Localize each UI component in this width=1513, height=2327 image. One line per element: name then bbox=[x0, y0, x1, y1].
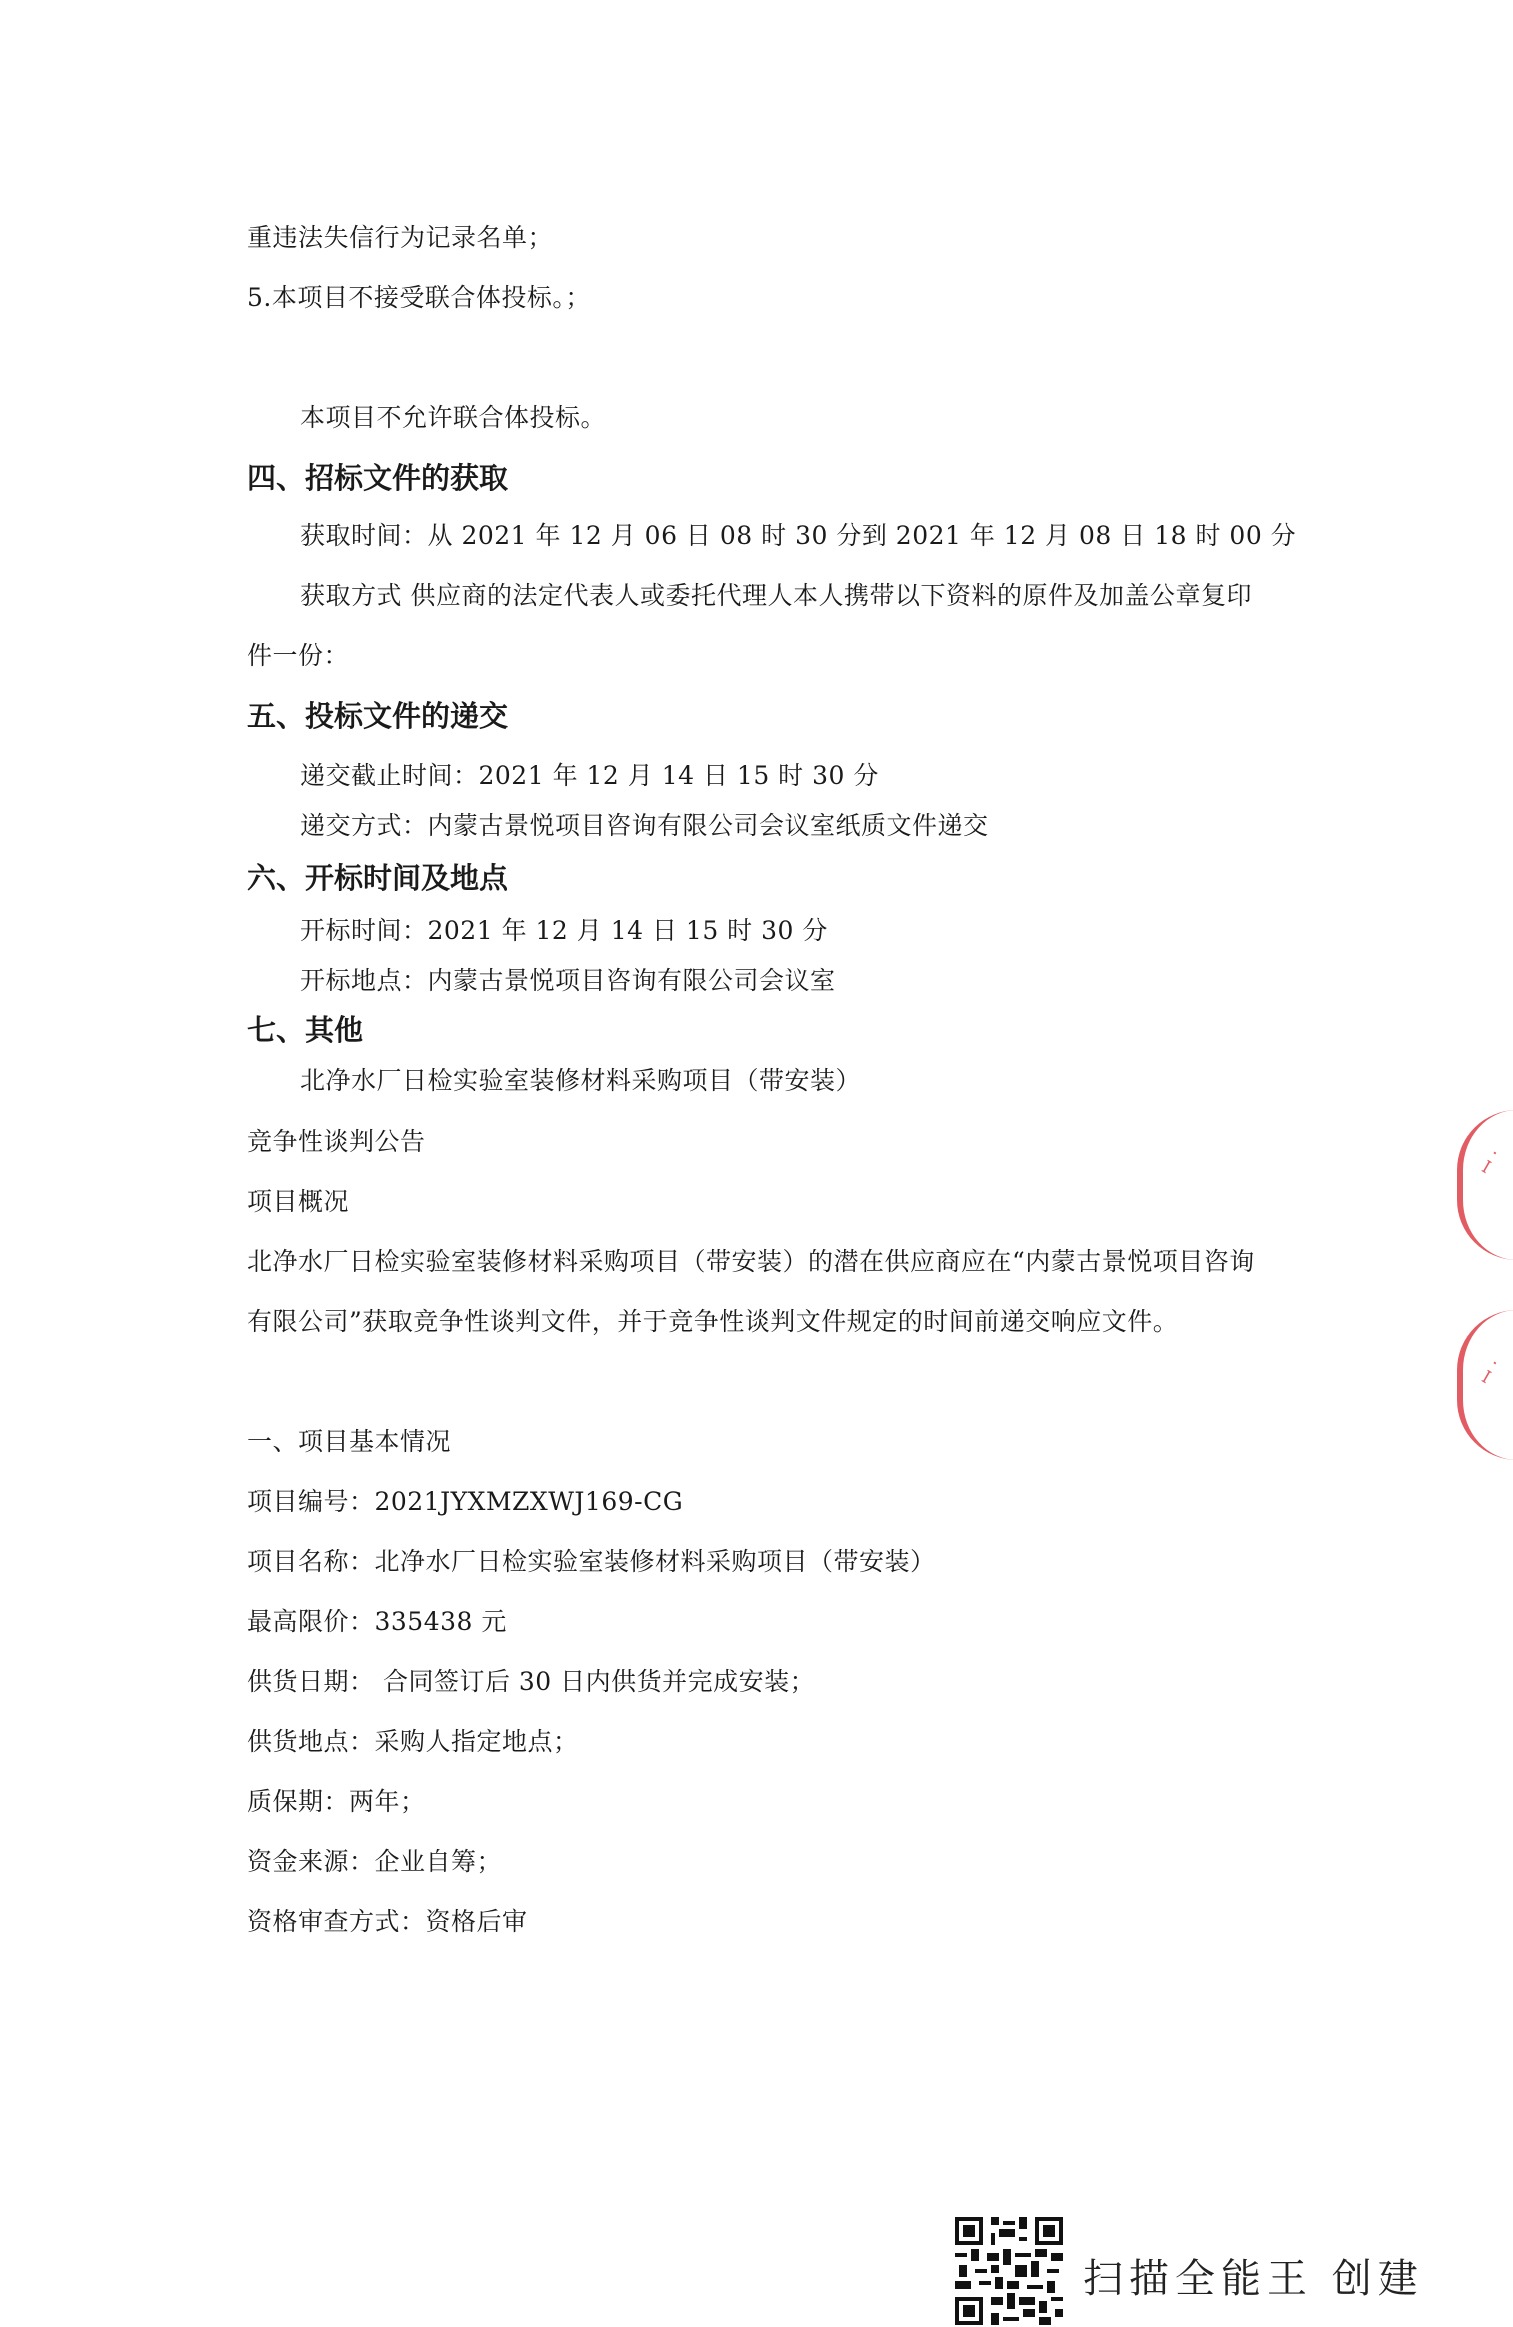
text-line: 件一份： bbox=[247, 641, 350, 670]
qr-code-icon bbox=[955, 2217, 1063, 2325]
text-line: 北净水厂日检实验室装修材料采购项目（带安装） bbox=[300, 1066, 862, 1095]
text-line: 质保期：两年； bbox=[247, 1787, 426, 1816]
text-line: 项目名称：北净水厂日检实验室装修材料采购项目（带安装） bbox=[247, 1547, 936, 1576]
scanner-watermark bbox=[955, 2217, 1424, 2327]
text-line: 递交截止时间：2021 年 12 月 14 日 15 时 30 分 bbox=[300, 761, 879, 790]
text-line: 有限公司”获取竞争性谈判文件，并于竞争性谈判文件规定的时间前递交响应文件。 bbox=[247, 1307, 1179, 1336]
text-line: 供货地点：采购人指定地点； bbox=[247, 1727, 579, 1756]
text-line: 北净水厂日检实验室装修材料采购项目（带安装）的潜在供应商应在“内蒙古景悦项目咨询 bbox=[247, 1247, 1255, 1276]
text-line: 重违法失信行为记录名单； bbox=[247, 223, 554, 252]
text-line: 开标地点：内蒙古景悦项目咨询有限公司会议室 bbox=[300, 966, 836, 995]
section-heading: 七、其他 bbox=[247, 1013, 364, 1047]
text-line: 项目编号：2021JYXMZXWJ169-CG bbox=[247, 1487, 684, 1516]
text-line: 项目概况 bbox=[247, 1187, 350, 1216]
text-line: 资格审查方式：资格后审 bbox=[247, 1907, 528, 1936]
text-line: 递交方式：内蒙古景悦项目咨询有限公司会议室纸质文件递交 bbox=[300, 811, 989, 840]
text-line: 供货日期： 合同签订后 30 日内供货并完成安装； bbox=[247, 1667, 816, 1696]
text-line: 获取时间：从 2021 年 12 月 06 日 08 时 30 分到 2021 年 12 月 08 日 18 时 00 分 bbox=[300, 521, 1297, 550]
text-line: 开标时间：2021 年 12 月 14 日 15 时 30 分 bbox=[300, 916, 828, 945]
text-line: 获取方式 供应商的法定代表人或委托代理人本人携带以下资料的原件及加盖公章复印 bbox=[300, 581, 1252, 610]
text-line: 一、项目基本情况 bbox=[247, 1427, 452, 1456]
text-line: 最高限价：335438 元 bbox=[247, 1607, 507, 1636]
text-line: 5.本项目不接受联合体投标。； bbox=[247, 283, 591, 312]
section-heading: 五、投标文件的递交 bbox=[247, 699, 509, 733]
seal-stamp-icon: ꟷ · bbox=[1457, 1310, 1513, 1460]
text-line: 资金来源：企业自筹； bbox=[247, 1847, 503, 1876]
text-line: 本项目不允许联合体投标。 bbox=[300, 403, 607, 432]
seal-stamp-icon: ꟷ · bbox=[1457, 1110, 1513, 1260]
section-heading: 四、招标文件的获取 bbox=[247, 461, 509, 495]
section-heading: 六、开标时间及地点 bbox=[247, 861, 509, 895]
footer-text: 扫描全能王 创建 bbox=[1083, 2256, 1424, 2302]
text-line: 竞争性谈判公告 bbox=[247, 1127, 426, 1156]
